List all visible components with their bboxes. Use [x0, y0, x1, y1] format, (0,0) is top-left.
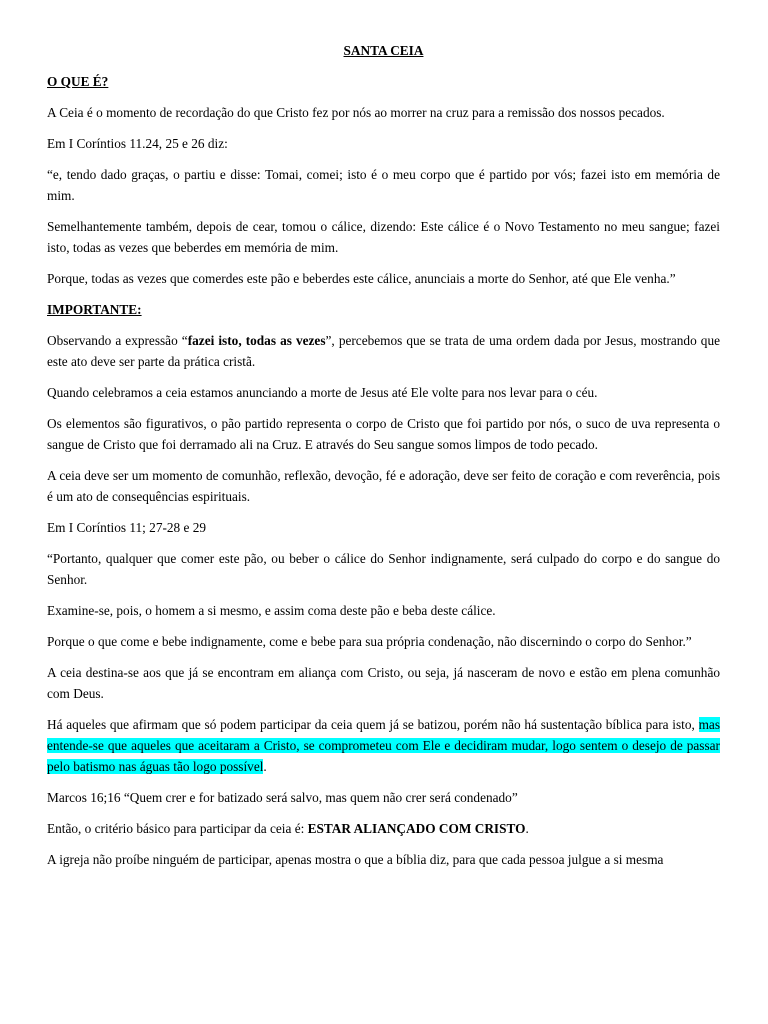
paragraph-expression — [47, 330, 720, 372]
highlighted-text: mas entende-se que aqueles que aceitaram a Cristo, se comprometeu com Ele e decidiram mudar, logo sentem o desejo de passar pelo batismo nas águas tão logo possível — [47, 717, 720, 774]
paragraph-quote-3: Porque, todas as vezes que comerdes este pão e beberdes este cálice, anunciais a morte do Senhor, até que Ele venha.” — [47, 271, 676, 286]
baptism-text-start: Há aqueles que afirmam que só podem participar da ceia quem já se batizou, porém não há sustentação bíblica para isto, — [47, 717, 699, 732]
paragraph-intro: A Ceia é o momento de recordação do que Cristo fez por nós ao morrer na cruz para a remissão dos nossos pecados. — [47, 105, 665, 120]
paragraph-quote-5: Examine-se, pois, o homem a si mesmo, e assim coma deste pão e beba deste cálice. — [47, 603, 496, 618]
paragraph-mark-reference: Marcos 16;16 “Quem crer e for batizado será salvo, mas quem não crer será condenado” — [47, 790, 518, 805]
criterion-text-end: . — [525, 821, 529, 836]
page-title: SANTA CEIA — [343, 43, 424, 58]
paragraph-elements: Os elementos são figurativos, o pão partido representa o corpo de Cristo que foi partido por nós, o suco de uva representa o sangue de Cristo que foi derramado ali na Cruz. E através do Seu sangue somos limpos de todo pecado. — [47, 416, 720, 452]
paragraph-communion: A ceia deve ser um momento de comunhão, reflexão, devoção, fé e adoração, deve ser feito de coração e com reverência, pois é um ato de consequências espirituais. — [47, 468, 720, 504]
criterion-text-start: Então, o critério básico para participar da ceia é: — [47, 821, 308, 836]
heading-what-is: O QUE É? — [47, 74, 109, 89]
paragraph-reference-2: Em I Coríntios 11; 27-28 e 29 — [47, 520, 207, 535]
paragraph-criterion — [47, 818, 720, 839]
paragraph-quote-2: Semelhantemente também, depois de cear, tomou o cálice, dizendo: Este cálice é o Novo Testamento no meu sangue; fazei isto, todas as vezes que beberdes em memória de mim. — [47, 219, 720, 255]
paragraph-celebration: Quando celebramos a ceia estamos anunciando a morte de Jesus até Ele volte para nos levar para o céu. — [47, 385, 598, 400]
paragraph-quote-4: “Portanto, qualquer que comer este pão, ou beber o cálice do Senhor indignamente, será culpado do corpo e do sangue do Senhor. — [47, 551, 720, 587]
paragraph-reference-1: Em I Coríntios 11.24, 25 e 26 diz: — [47, 136, 228, 151]
paragraph-baptism — [47, 714, 720, 777]
criterion-bold: ESTAR ALIANÇADO COM CRISTO — [307, 821, 526, 836]
baptism-text-end: . — [263, 759, 267, 774]
expression-text-start: Observando a expressão “ — [47, 333, 188, 348]
paragraph-closing: A igreja não proíbe ninguém de participar, apenas mostra o que a bíblia diz, para que cada pessoa julgue a si mesma — [47, 852, 664, 867]
heading-important: IMPORTANTE: — [47, 302, 142, 317]
paragraph-covenant: A ceia destina-se aos que já se encontram em aliança com Cristo, ou seja, já nasceram de novo e estão em plena comunhão com Deus. — [47, 665, 720, 701]
paragraph-quote-1: “e, tendo dado graças, o partiu e disse: Tomai, comei; isto é o meu corpo que é partido por vós; fazei isto em memória de mim. — [47, 167, 720, 203]
paragraph-quote-6: Porque o que come e bebe indignamente, come e bebe para sua própria condenação, não discernindo o corpo do Senhor.” — [47, 634, 692, 649]
expression-text-end: ”, percebemos que se trata de uma ordem dada por Jesus, mostrando que este ato deve ser parte da prática cristã. — [47, 333, 720, 369]
expression-bold: fazei isto, todas as vezes — [187, 333, 326, 348]
